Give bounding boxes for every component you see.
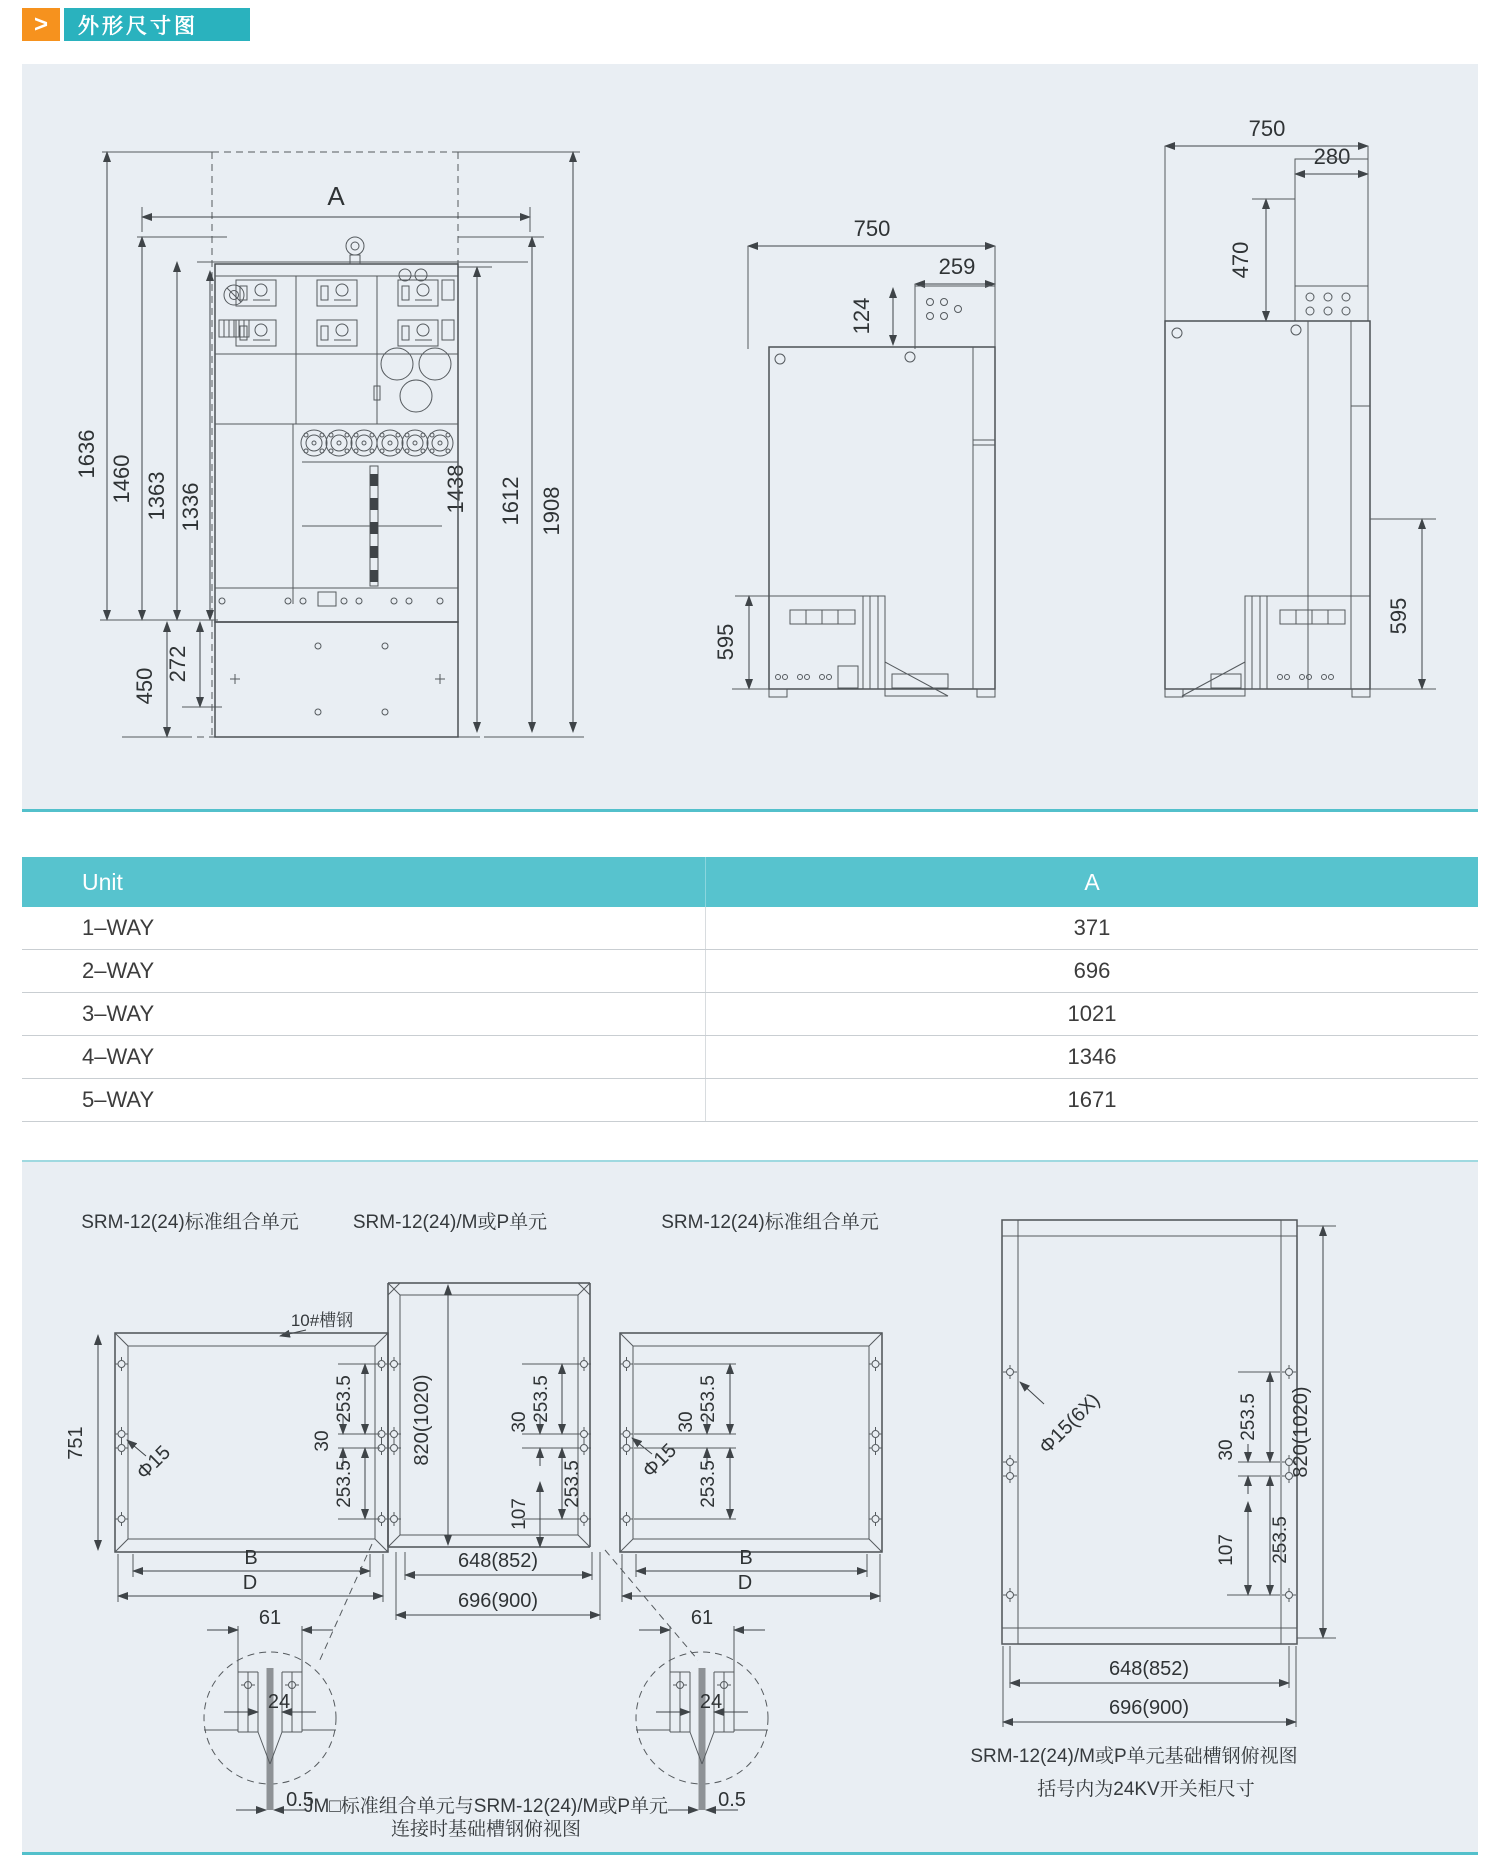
dim-label-253-mp1: 253.5 [1238, 1393, 1259, 1441]
dim-label-595-right: 595 [1386, 597, 1411, 635]
dim-label-24-2: 24 [699, 1691, 723, 1713]
dim-label-253-col2: 253.5 [562, 1460, 583, 1508]
dim-label-1612: 1612 [498, 476, 523, 526]
dim-label-1336: 1336 [178, 482, 203, 532]
caption-joint-line2: 连接时基础槽钢俯视图 [390, 1819, 582, 1840]
dim-label-05-1: 0.5 [286, 1789, 314, 1811]
table-row [22, 1036, 1478, 1079]
dim-label-phi15-right: Φ15 [638, 1439, 682, 1483]
dim-label-D-left: D [242, 1572, 258, 1594]
dim-label-1636: 1636 [74, 429, 99, 479]
dim-label-750-2: 750 [1248, 116, 1286, 141]
dim-label-253-r2: 253.5 [698, 1460, 719, 1508]
table-header-row [22, 857, 1478, 907]
cell-a: 696 [1073, 958, 1111, 983]
front-view-cabinet [215, 237, 458, 622]
dim-label-253-2: 253.5 [334, 1460, 355, 1508]
col-header-a: A [1084, 868, 1100, 895]
cell-unit: 3–WAY [22, 993, 706, 1035]
dim-label-24-1: 24 [267, 1691, 291, 1713]
dim-label-107-mp: 107 [1216, 1534, 1237, 1566]
dim-label-253-mp2: 253.5 [1270, 1516, 1291, 1564]
dim-label-107-col: 107 [509, 1498, 530, 1530]
dim-label-1908: 1908 [539, 486, 564, 536]
dim-label-648-col: 648(852) [457, 1550, 539, 1572]
dim-label-820-mp: 820(1020) [1290, 1386, 1312, 1478]
dim-label-1438: 1438 [443, 464, 468, 514]
dim-label-272: 272 [165, 645, 190, 683]
dim-label-696-col: 696(900) [457, 1590, 539, 1612]
joint-detail-circle-2 [636, 1607, 768, 1811]
table-row [22, 993, 1478, 1036]
dim-label-1363: 1363 [144, 471, 169, 521]
dim-label-30-col: 30 [509, 1411, 530, 1433]
dim-label-751: 751 [65, 1426, 87, 1460]
dim-label-696-mp: 696(900) [1108, 1697, 1190, 1719]
dim-label-820-col: 820(1020) [411, 1374, 433, 1466]
chevron-icon: > [22, 8, 60, 41]
dim-label-450: 450 [132, 667, 157, 705]
dimension-drawings-panel [22, 64, 1478, 812]
dim-label-280: 280 [1313, 144, 1351, 169]
dimension-table [22, 857, 1478, 1122]
dim-label-B-right: B [739, 1547, 753, 1569]
dim-label-61-1: 61 [258, 1607, 282, 1629]
joint-detail-circle-1 [204, 1607, 336, 1811]
dim-label-phi15-left: Φ15 [132, 1441, 176, 1485]
dim-label-259: 259 [938, 254, 976, 279]
label-right-unit: SRM-12(24)标准组合单元 [661, 1212, 879, 1233]
cell-a: 1671 [1067, 1087, 1117, 1112]
table-row [22, 950, 1478, 993]
dim-label-1460: 1460 [109, 454, 134, 504]
caption-joint-line1: JM□标准组合单元与SRM-12(24)/M或P单元 [303, 1796, 669, 1817]
dim-label-124: 124 [849, 297, 874, 335]
label-left-unit: SRM-12(24)标准组合单元 [81, 1212, 299, 1233]
page-title: 外形尺寸图 [64, 8, 250, 41]
dim-label-648-mp: 648(852) [1108, 1658, 1190, 1680]
dim-label-253-r1: 253.5 [698, 1375, 719, 1423]
dim-label-595-left: 595 [713, 623, 738, 661]
front-view-drawing [74, 152, 584, 737]
side-view-right-drawing [1165, 116, 1436, 697]
dim-label-30-mp: 30 [1216, 1439, 1237, 1461]
label-mid-unit: SRM-12(24)/M或P单元 [352, 1212, 548, 1233]
cabinet-dimension-drawing [22, 64, 1478, 809]
section-header [22, 8, 250, 41]
dim-label-30-r: 30 [676, 1411, 697, 1433]
table-row [22, 907, 1478, 950]
cell-a: 1346 [1067, 1044, 1117, 1069]
label-channel-steel: 10#槽钢 [290, 1311, 354, 1330]
dim-label-phi15-6x: Φ15(6X) [1035, 1389, 1105, 1459]
cell-unit: 2–WAY [22, 950, 706, 992]
table-row [22, 1079, 1478, 1122]
foundation-right-frame [620, 1333, 883, 1602]
side-view-left-drawing [713, 216, 995, 697]
dim-label-253-1: 253.5 [334, 1375, 355, 1423]
dim-label-253-col1: 253.5 [531, 1375, 552, 1423]
dim-label-30-1: 30 [312, 1430, 333, 1452]
dim-label-61-2: 61 [690, 1607, 714, 1629]
cell-unit: 5–WAY [22, 1079, 706, 1121]
foundation-plan-drawing [22, 1162, 1478, 1847]
cell-unit: 4–WAY [22, 1036, 706, 1078]
front-view-base [215, 622, 458, 737]
foundation-plans-panel [22, 1160, 1478, 1855]
cell-a: 1021 [1067, 1001, 1117, 1026]
caption-mp-line2: 括号内为24KV开关柜尺寸 [1037, 1779, 1255, 1800]
foundation-left-frame [65, 1333, 389, 1662]
cell-a: 371 [1073, 915, 1111, 940]
dim-label-750: 750 [853, 216, 891, 241]
dim-label-05-2: 0.5 [718, 1789, 746, 1811]
caption-mp-line1: SRM-12(24)/M或P单元基础槽钢俯视图 [970, 1746, 1298, 1767]
dim-label-470: 470 [1228, 241, 1253, 279]
cell-unit: 1–WAY [22, 907, 706, 949]
foundation-mp-frame [970, 1220, 1336, 1800]
dim-label-D-right: D [737, 1572, 753, 1594]
dim-label-B-left: B [244, 1547, 258, 1569]
col-header-unit: Unit [22, 857, 706, 907]
dim-label-A: A [327, 181, 345, 211]
